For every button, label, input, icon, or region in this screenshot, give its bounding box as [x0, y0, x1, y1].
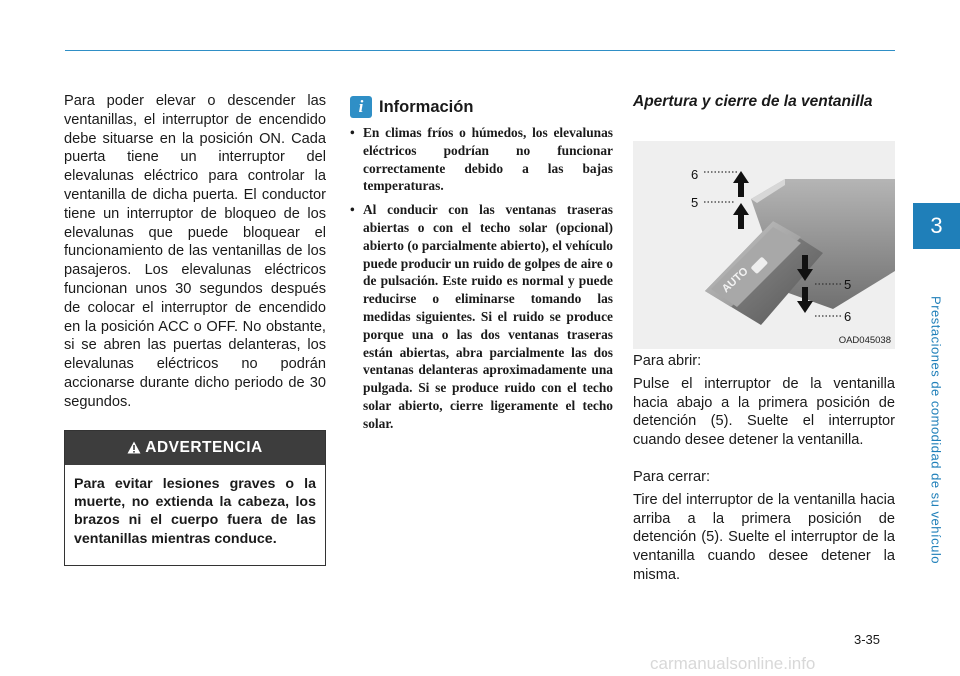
up-arrow-icon: [733, 171, 749, 229]
chapter-number: 3: [930, 213, 943, 238]
close-label: Para cerrar:: [633, 468, 711, 485]
top-rule: [65, 50, 895, 51]
intro-paragraph: Para poder elevar o descender las ventanillas, el interruptor de encendido debe situarse en la posición ON. Cada puerta tiene un interruptor del elevalunas eléctrico para controlar la ventanilla de dicha puerta. El conductor tiene un interruptor de bloqueo de los elevalunas que puede bloquear el funcionamiento de las ventanillas de los pasajeros. Los elevalunas eléctricos funcionan unos 30 segundos después de colocar el interruptor de encendido en la posición ACC o OFF. No obstante, si se abren las puertas delanteras, los elevalunas eléctricos no podrán accionarse durante dicho periodo de 30 segundos.: [64, 93, 326, 410]
open-text: Pulse el interruptor de la ventanilla hacia abajo a la primera posición de detención (5). Suelte el interruptor cuando desee detener la ventanilla.: [633, 375, 895, 449]
section-title: Apertura y cierre de la ventanilla: [633, 93, 873, 110]
info-item: • Al conducir con las ventanas traseras abiertas o con el techo solar (opcional) abierto (o parcialmente abierto), el vehículo puede producir un ruido de golpes de aire o de pulsación. Este ruido es normal y puede reducirse o eliminarse tomando las medidas siguientes. Si el ruido se produce porque una o las dos ventanas traseras están abiertas, abra parcialmente las dos ventanas delanteras aproximadamente una pulgada. Si se produce ruido con el techo solar abierto, cierre ligeramente el techo solar.: [350, 202, 613, 431]
label-up-bottom: 5: [691, 195, 699, 210]
label-down-bottom: 6: [844, 309, 852, 324]
warning-header: [65, 431, 325, 465]
warning-triangle-icon: [127, 441, 141, 454]
warning-box: [64, 430, 326, 566]
window-switch-illustration: [633, 141, 895, 349]
figure-code: OAD045038: [838, 335, 891, 346]
chapter-title: Prestaciones de comodidad de su vehículo: [928, 296, 944, 564]
info-item: • En climas fríos o húmedos, los elevalunas eléctricos podrían no funcionar correctamente debido a las bajas temperaturas.: [350, 125, 613, 194]
label-down-top: 5: [844, 277, 852, 292]
watermark: carmanualsonline.info: [650, 654, 816, 673]
info-title: Información: [379, 98, 474, 116]
auto-label: AUTO: [719, 265, 751, 296]
info-list: [350, 124, 613, 439]
label-up-top: 6: [691, 167, 699, 182]
warning-body: Para evitar lesiones graves o la muerte, no extienda la cabeza, los brazos ni el cuerpo fuera de las ventanillas mientras conduce.: [74, 476, 316, 547]
close-text: Tire del interruptor de la ventanilla hacia arriba a la primera posición de detención (5). Suelte el interruptor de la ventanilla cuando desee detener la misma.: [633, 491, 895, 583]
open-label: Para abrir:: [633, 353, 702, 369]
open-close-instructions: [633, 352, 895, 585]
window-switch-figure: [633, 141, 895, 349]
chapter-tab: [913, 203, 960, 249]
warning-title: ADVERTENCIA: [145, 439, 263, 456]
info-icon: i: [350, 96, 372, 118]
page-number: 3-35: [854, 632, 881, 647]
